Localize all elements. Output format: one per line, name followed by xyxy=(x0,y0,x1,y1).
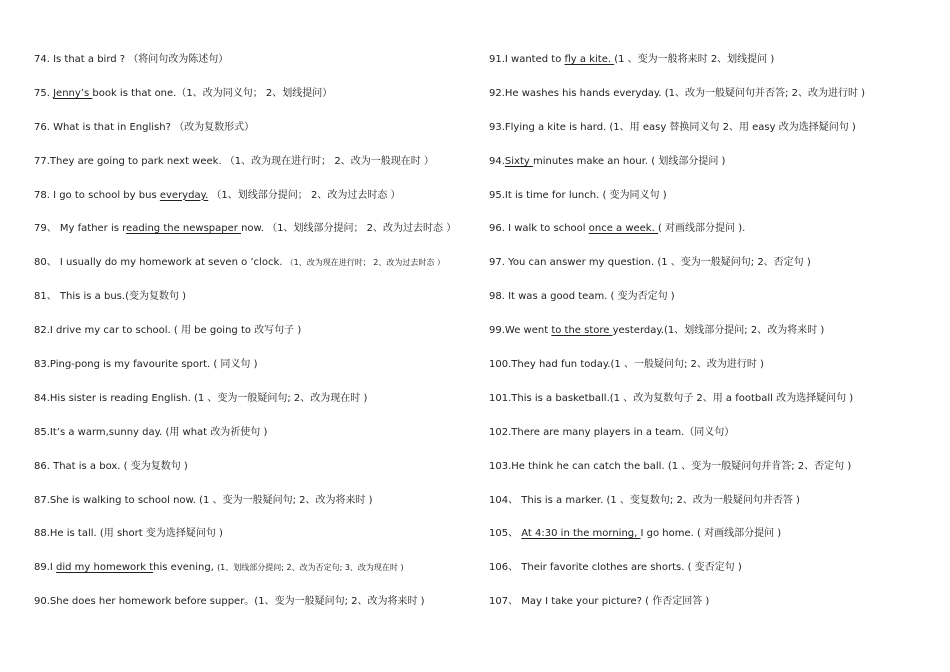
exercise-item xyxy=(489,524,939,558)
exercise-text: his evening, xyxy=(153,562,218,574)
exercise-text: 107、 May I take your picture? ( 作否定回答 ) xyxy=(489,596,710,608)
exercise-item xyxy=(34,84,474,118)
exercise-text: 96. I walk to school xyxy=(489,223,589,235)
exercise-item xyxy=(34,389,474,423)
exercise-text: I go home. ( 对画线部分提问 ) xyxy=(640,528,782,540)
exercise-text: now. （1、划线部分提问； 2、改为过去时态 ） xyxy=(241,223,457,235)
exercise-text: 100.They had fun today.(1 、一般疑问句; 2、改为进行时 ) xyxy=(489,359,764,371)
underlined-text: Sixty xyxy=(504,155,533,167)
exercise-item xyxy=(34,321,474,355)
exercise-item xyxy=(489,152,939,186)
exercise-text: 87.She is walking to school now. (1 、变为一般疑问句; 2、改为将来时 ) xyxy=(34,494,373,506)
exercise-text: book is that one.（1、改为同义句； 2、划线提问） xyxy=(92,87,333,99)
exercise-item xyxy=(489,491,939,525)
exercise-item xyxy=(34,491,474,525)
exercise-text: 103.He think he can catch the ball. (1 、变为一般疑问句并肯答; 2、否定句 ) xyxy=(489,460,852,472)
exercise-item xyxy=(34,423,474,457)
exercise-item xyxy=(489,186,939,220)
exercise-text: 92.He washes his hands everyday. (1、改为一般疑问句并否答; 2、改为进行时 ) xyxy=(489,87,866,99)
exercise-item xyxy=(489,321,939,355)
exercise-item xyxy=(489,118,939,152)
exercise-item xyxy=(34,118,474,152)
exercise-text: 77.They are going to park next week. （1、改为现在进行时； 2、改为一般现在时 ） xyxy=(34,155,434,167)
underlined-text: Jenny’s xyxy=(53,87,93,99)
exercise-text: 97. You can answer my question. (1 、变为一般疑问句; 2、否定句 ) xyxy=(489,257,811,269)
exercise-text: 74. Is that a bird ? （将问句改为陈述句） xyxy=(34,54,229,65)
exercise-text: 76. What is that in English? （改为复数形式） xyxy=(34,121,255,133)
exercise-text: 85.It’s a warm,sunny day. (用 what 改为祈使句 ) xyxy=(34,426,268,438)
exercise-text: 102.There are many players in a team.（同义句） xyxy=(489,426,735,438)
exercise-text: 81、 This is a bus.(变为复数句 ) xyxy=(34,291,187,303)
exercise-text: 104、 This is a marker. (1 、变复数句; 2、改为一般疑问句并否答 ) xyxy=(489,494,800,506)
right-column xyxy=(489,50,939,626)
exercise-item xyxy=(34,253,474,287)
exercise-text: 75. xyxy=(34,87,54,99)
exercise-text: (1 、变为一般将来时 2、划线提问 ) xyxy=(614,54,775,65)
exercise-item xyxy=(489,253,939,287)
exercise-text: 83.Ping-pong is my favourite sport. ( 同义句 ) xyxy=(34,359,258,371)
underlined-text: eading the newspaper xyxy=(126,223,242,235)
exercise-text: yesterday.(1、划线部分提问; 2、改为将来时 ) xyxy=(612,325,825,337)
exercise-item xyxy=(34,592,474,626)
exercise-text: minutes make an hour. ( 划线部分提问 ) xyxy=(532,155,726,167)
exercise-text: 84.His sister is reading English. (1 、变为一般疑问句; 2、改为现在时 ) xyxy=(34,392,368,404)
underlined-text: At 4:30 in the morning, xyxy=(521,528,641,540)
exercise-text: 80、 I usually do my homework at seven o ’clock. xyxy=(34,257,286,269)
underlined-text: once a week. xyxy=(588,223,658,235)
exercise-item xyxy=(34,287,474,321)
exercise-item xyxy=(489,355,939,389)
left-column xyxy=(34,50,474,626)
exercise-text: 93.Flying a kite is hard. (1、用 easy 替换同义句 2、用 easy 改为选择疑问句 ) xyxy=(489,121,856,133)
exercise-item xyxy=(34,558,474,592)
exercise-item xyxy=(34,524,474,558)
exercise-text: 88.He is tall. (用 short 变为选择疑问句 ) xyxy=(34,528,223,540)
exercise-text: ( 对画线部分提问 ). xyxy=(657,223,746,235)
exercise-item xyxy=(489,287,939,321)
underlined-text: did my homework t xyxy=(56,562,154,574)
exercise-item xyxy=(489,423,939,457)
underlined-text: to the store xyxy=(551,325,613,337)
exercise-text: 95.It is time for lunch. ( 变为同义句 ) xyxy=(489,189,667,201)
underlined-text: fly a kite. xyxy=(564,54,615,65)
underlined-text: everyday. xyxy=(159,189,209,201)
exercise-text: 101.This is a basketball.(1 、改为复数句子 2、用 a football 改为选择疑问句 ) xyxy=(489,392,854,404)
exercise-item xyxy=(34,186,474,220)
exercise-text: 98. It was a good team. ( 变为否定句 ) xyxy=(489,291,675,303)
exercise-item xyxy=(489,219,939,253)
exercise-item xyxy=(34,457,474,491)
exercise-item xyxy=(489,592,939,626)
exercise-text: (1、划线部分提问; 2、改为否定句; 3、改为现在时 ) xyxy=(217,563,404,573)
exercise-text: 90.She does her homework before supper。(1、变为一般疑问句; 2、改为将来时 ) xyxy=(34,596,425,608)
exercise-item xyxy=(489,457,939,491)
exercise-text: 99.We went xyxy=(489,325,552,337)
exercise-item xyxy=(34,50,474,84)
exercise-text: 105、 xyxy=(489,528,522,540)
exercise-item xyxy=(489,50,939,84)
exercise-item xyxy=(489,558,939,592)
exercise-text: 106、 Their favorite clothes are shorts. ( 变否定句 ) xyxy=(489,562,742,574)
exercise-text: 78. I go to school by bus xyxy=(34,189,160,201)
exercise-text: 89.I xyxy=(34,562,57,574)
exercise-text: 79、 My father is r xyxy=(34,223,127,235)
exercise-text: 82.I drive my car to school. ( 用 be going to 改写句子 ) xyxy=(34,325,302,337)
exercise-text: （1、改为现在进行时； 2、改为过去时态 ） xyxy=(285,258,445,268)
exercise-text: 94. xyxy=(489,155,505,167)
exercise-item xyxy=(34,152,474,186)
exercise-item xyxy=(489,84,939,118)
exercise-text: （1、划线部分提问； 2、改为过去时态 ） xyxy=(208,189,401,201)
exercise-text: 91.I wanted to xyxy=(489,54,565,65)
exercise-text: 86. That is a box. ( 变为复数句 ) xyxy=(34,460,188,472)
exercise-item xyxy=(489,389,939,423)
exercise-item xyxy=(34,355,474,389)
exercise-item xyxy=(34,219,474,253)
